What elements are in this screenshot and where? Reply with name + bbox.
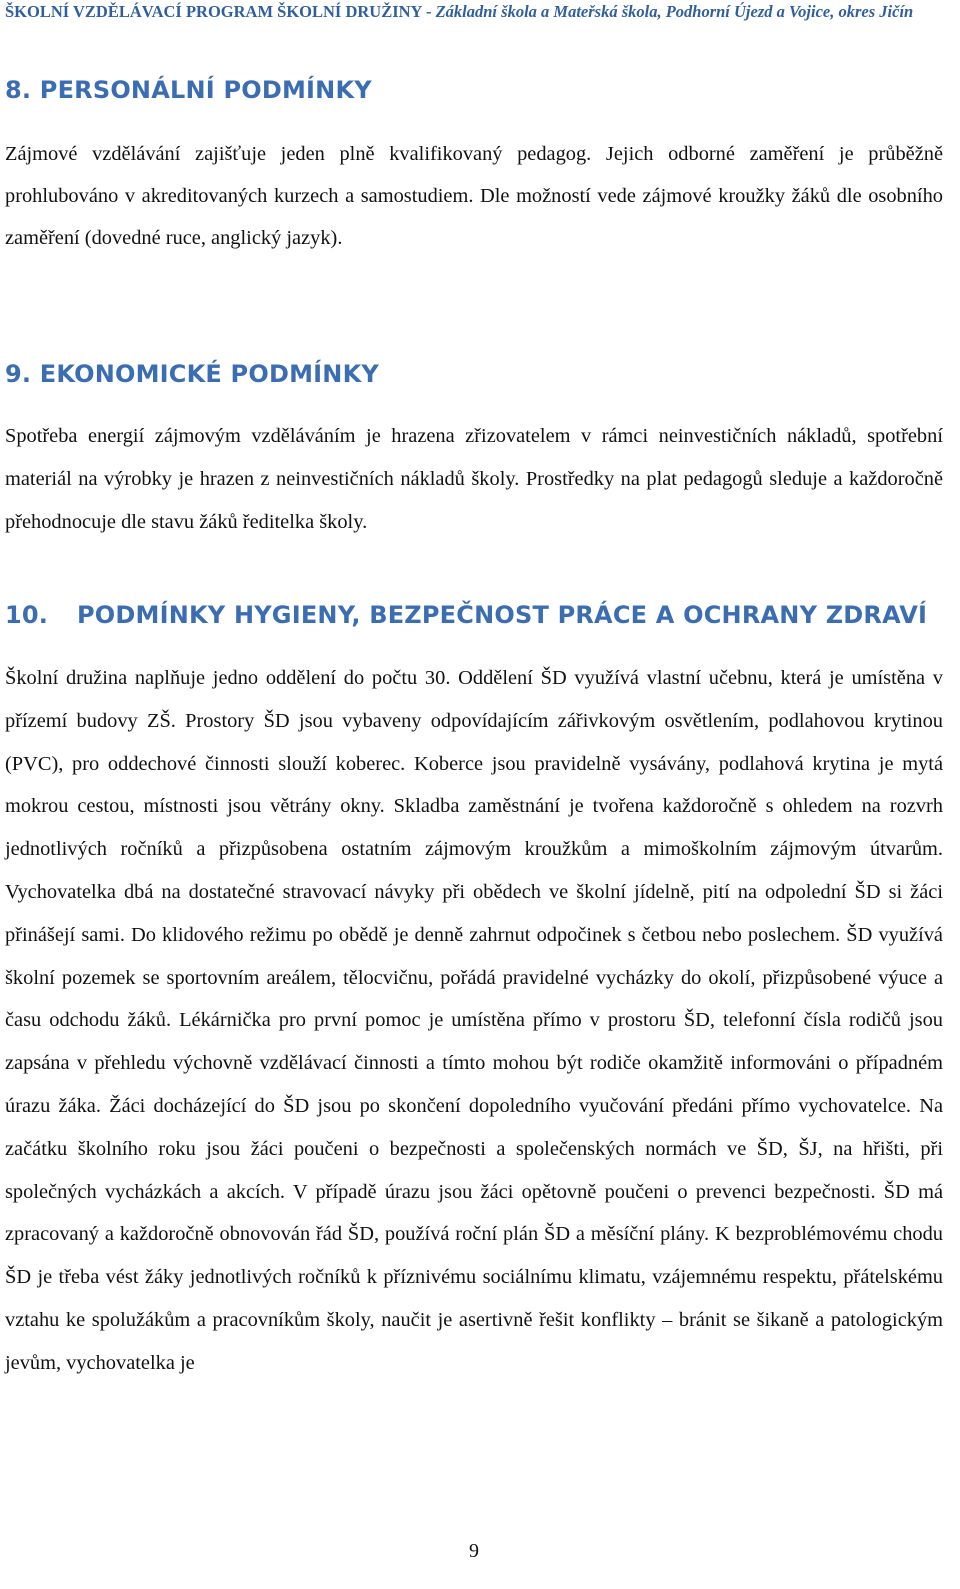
section-8-paragraph: Zájmové vzdělávání zajišťuje jeden plně kvalifikovaný pedagog. Jejich odborné zaměření je průběžně prohlubováno v akreditovaných kurzech a samostudiem. Dle možností vede zájmové kroužky žáků dle osobního zaměření (dovedné ruce, anglický jazyk).	[5, 143, 943, 250]
section-9-title: EKONOMICKÉ PODMÍNKY	[39, 360, 379, 388]
header-school: Základní škola a Mateřská škola, Podhorní Újezd a Vojice, okres Jičín	[435, 2, 914, 21]
section-9-paragraph: Spotřeba energií zájmovým vzděláváním je hrazena zřizovatelem v rámci neinvestičních nákladů, spotřební materiál na výrobky je hrazen z neinvestičních nákladů školy. Prostředky na plat pedagogů sleduje a každoročně přehodnocuje dle stavu žáků ředitelka školy.	[5, 425, 943, 533]
section-8-number: 8.	[5, 76, 32, 104]
section-10-title: PODMÍNKY HYGIENY, BEZPEČNOST PRÁCE A OCHRANY ZDRAVÍ	[77, 601, 928, 629]
section-10-paragraph: Školní družina naplňuje jedno oddělení do počtu 30. Oddělení ŠD využívá vlastní učebnu, která je umístěna v přízemí budovy ZŠ. Prostory ŠD jsou vybaveny odpovídajícím zářivkovým osvětlením, podlahovou krytinou (PVC), pro oddechové činnosti slouží koberec. Koberce jsou pravidelně vysávány, podlahová krytina je mytá mokrou cestou, místnosti jsou větrány okny. Skladba zaměstnání je tvořena každoročně s ohledem na rozvrh jednotlivých ročníků a přizpůsobena ostatním zájmovým kroužkům a mimoškolním zájmovým útvarům. Vychovatelka dbá na dostatečné stravovací návyky při obědech ve školní jídelně, pití na odpolední ŠD si žáci přinášejí sami. Do klidového režimu po obědě je denně zahrnut odpočinek s četbou nebo poslechem. ŠD využívá školní pozemek se sportovním areálem, tělocvičnu, pořádá pravidelné vycházky do okolí, přizpůsobené výuce a času odchodu žáků. Lékárnička pro první pomoc je umístěna přímo v prostoru ŠD, telefonní čísla rodičů jsou zapsána v přehledu výchovně vzdělávací činnosti a tímto mohou být rodiče okamžitě informováni o případném úrazu žáka. Žáci docházející do ŠD jsou po skončení dopoledního vyučování předáni přímo vychovatelce. Na začátku školního roku jsou žáci poučeni o bezpečnosti a společenských normách ve ŠD, ŠJ, na hřišti, při společných vycházkách a akcích. V případě úrazu jsou žáci opětovně poučeni o prevenci bezpečnosti. ŠD má zpracovaný a každoročně obnovován řád ŠD, používá roční plán ŠD a měsíční plány. K bezproblémovému chodu ŠD je třeba vést žáky jednotlivých ročníků k příznivému sociálnímu klimatu, vzájemnému respektu, přátelskému vztahu ke spolužákům a pracovníkům školy, naučit je asertivně řešit konflikty – bránit se šikaně a patologickým jevům, vychovatelka je	[5, 667, 943, 1374]
section-9-number: 9.	[5, 360, 32, 388]
running-header	[5, 2, 950, 22]
section-8-heading	[5, 76, 950, 104]
header-separator: -	[421, 2, 436, 21]
section-10-heading	[5, 601, 950, 629]
section-9-heading	[5, 360, 950, 388]
section-10-number: 10.	[5, 601, 49, 629]
section-8-title: PERSONÁLNÍ PODMÍNKY	[39, 76, 372, 104]
page-number: 9	[469, 1540, 479, 1562]
header-program: ŠKOLNÍ VZDĚLÁVACÍ PROGRAM ŠKOLNÍ DRUŽINY	[5, 2, 422, 21]
